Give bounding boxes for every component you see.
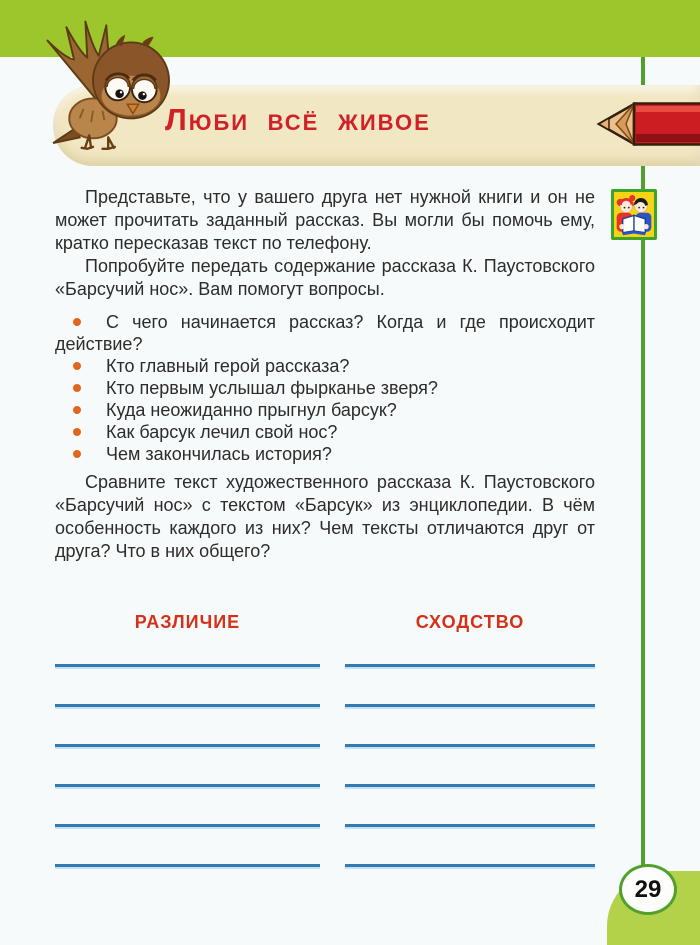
- writing-line: [345, 707, 595, 747]
- question-item: [55, 377, 595, 399]
- compare-paragraph: Сравните текст художественного рассказа К. Паустовского «Барсучий нос» с текстом «Барсук» из энциклопедии. В чём особенность каждого из них? Чем тексты отличаются друг от друга? Что в них общего?: [55, 472, 595, 561]
- difference-header: РАЗЛИЧИЕ: [134, 612, 241, 632]
- question-item: [55, 311, 595, 355]
- page-number-circle: [619, 864, 677, 915]
- similarity-column: [345, 612, 595, 862]
- question-text: С чего начинается рассказ? Когда и где происходит действие?: [55, 312, 595, 354]
- bullet-icon: [73, 428, 81, 436]
- page-text-block: [55, 186, 595, 563]
- bullet-icon: [73, 318, 81, 326]
- writing-line: [345, 747, 595, 787]
- bullet-icon: [73, 384, 81, 392]
- question-item: [55, 355, 595, 377]
- writing-line: [55, 667, 320, 707]
- owl-mascot-icon: [36, 12, 188, 164]
- question-item: [55, 421, 595, 443]
- question-text: Куда неожиданно прыгнул барсук?: [106, 400, 397, 420]
- difference-writing-lines: [55, 632, 320, 867]
- writing-line: [345, 632, 595, 667]
- question-text: Чем закончилась история?: [106, 444, 332, 464]
- bullet-icon: [73, 406, 81, 414]
- margin-rule-line: [641, 57, 645, 870]
- bullet-icon: [73, 450, 81, 458]
- writing-line: [55, 747, 320, 787]
- bullet-icon: [73, 362, 81, 370]
- writing-line: [55, 707, 320, 747]
- question-item: [55, 399, 595, 421]
- children-reading-icon: [611, 189, 657, 240]
- similarity-writing-lines: [345, 632, 595, 867]
- writing-line: [55, 632, 320, 667]
- intro-paragraph-2: Попробуйте передать содержание рассказа К. Паустовского «Барсучий нос». Вам помогут вопросы.: [55, 256, 595, 299]
- question-text: Кто главный герой рассказа?: [106, 356, 350, 376]
- red-pencil-icon: [596, 101, 700, 147]
- intro-paragraph-1: Представьте, что у вашего друга нет нужной книги и он не может прочитать заданный рассказ. Вы могли бы помочь ему, кратко пересказав текст по телефону.: [55, 187, 595, 253]
- similarity-header: СХОДСТВО: [415, 612, 525, 632]
- writing-line: [55, 827, 320, 867]
- writing-line: [345, 787, 595, 827]
- writing-line: [345, 667, 595, 707]
- writing-line: [55, 787, 320, 827]
- question-text: Кто первым услышал фырканье зверя?: [106, 378, 438, 398]
- chapter-title: Люби всё живое: [165, 102, 431, 137]
- questions-list: [55, 311, 595, 465]
- question-item: [55, 443, 595, 465]
- page-number: 29: [634, 875, 662, 903]
- question-text: Как барсук лечил свой нос?: [106, 422, 338, 442]
- comparison-columns: [55, 612, 595, 862]
- page-number-badge: [607, 871, 700, 945]
- writing-line: [345, 827, 595, 867]
- difference-column: [55, 612, 320, 862]
